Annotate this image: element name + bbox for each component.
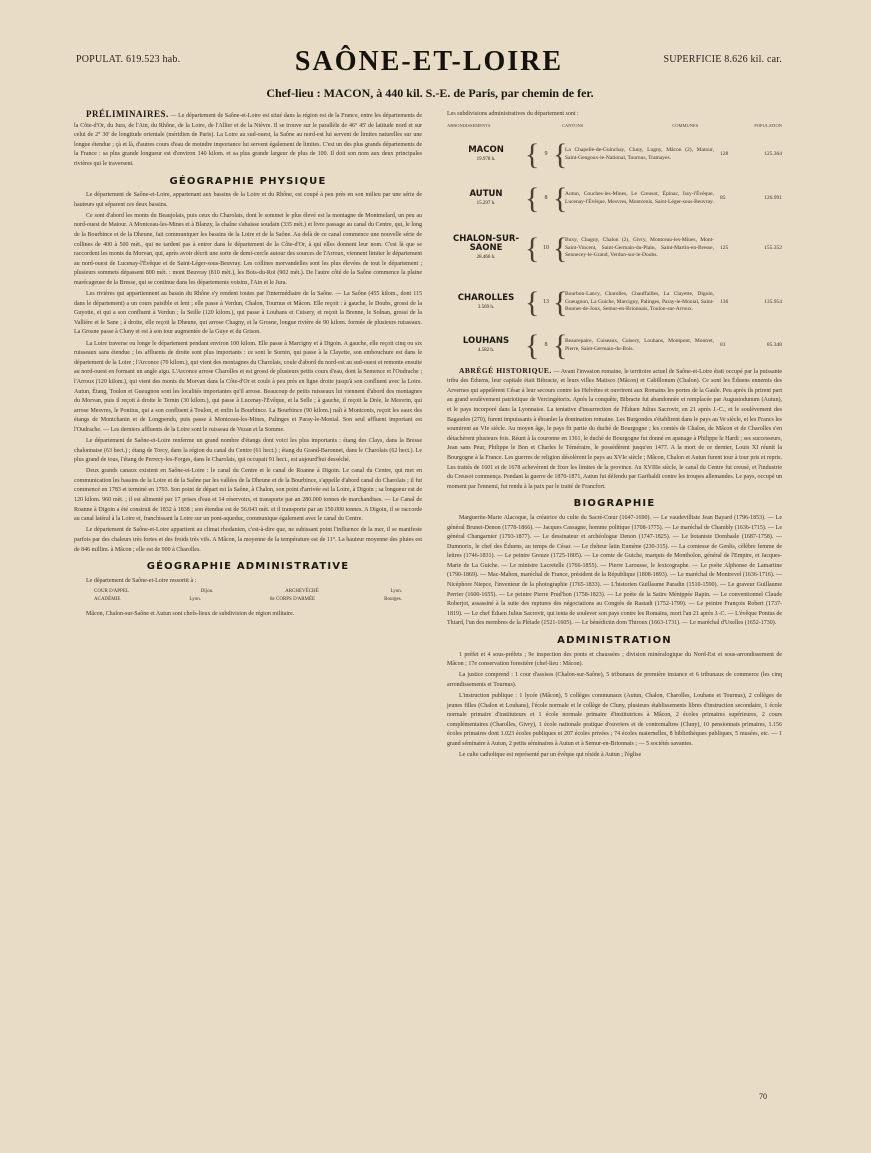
left-column [74,110,422,621]
admin-paragraph: L'instruction publique : 1 lycée (Mâcon), 5 collèges communaux (Autun, Chalon, Charolles, Louhans et Tournus), 2 collèges de jeunes filles (Chalon et Louhans), l'école normale et le collège de Cluny, plusieurs établissements libres d'instruction secondaire, 1 école normale primaire d'instituteurs et 1 école normale primaire d'institutrices à Mâcon, 2 écoles primaires supérieures, 2 cours complémentaires (Charolles, Givry), 1 école nationale pratique d'ouvriers et de contremaîtres (Cluny), 10 pensionnats primaires, 1.156 écoles primaires dont 1.023 écoles publiques et 207 écoles privées ; 74 écoles maternelles, 8 bibliothèques publiques, 5 musées, etc. — 1 grand séminaire à Autun, 2 petits séminaires à Autun et à Semur-en-Brionnais ; — 5 sociétés savantes. [447,693,782,747]
cantons-count: 8 [544,194,548,201]
preliminaires-label: PRÉLIMINAIRES. [86,109,169,119]
brace-icon: { [525,181,540,215]
brace-icon: { [553,231,568,265]
arrondissement-label: CHALON-SUR-SAONE [452,234,519,254]
arrondissement-name [447,235,525,262]
subdiv-numbers [714,150,782,160]
admin-ref-row [74,596,422,604]
communes-count: 81 [720,341,726,348]
cantons-list: Buxy, Chagny, Chalon (2), Givry, Montceau-les-Mines, Mont-Saint-Vincent, Saint-Germain-du-Plain, Saint-Martin-en-Bresse, Sennecey-le-Grand, Verdun-sur-le-Doubs. [565,237,714,259]
brace-icon: { [553,181,568,215]
subdiv-column-headers [447,122,782,129]
subdiv-col-header: POPULATION [754,122,782,128]
admin-paragraph: La justice comprend : 1 cour d'assises (Chalon-sur-Saône), 5 tribunaux de première instance et 6 tribunaux de commerce (les cinq arrondissements et Tournus). [447,672,782,688]
geo-admin-intro: Le département de Saône-et-Loire ressortit à : [86,577,197,584]
subdiv-row [447,329,782,363]
admin-paragraph: Le culte catholique est représenté par un évêque qui réside à Autun ; l'église [459,752,642,759]
abrege-text: — Avant l'invasion romaine, le territoire actuel de Saône-et-Loire était occupé par la puissante tribu des Éduens, leur capitale était Bibracte, et leurs villes Matisco (Mâcon) et Cabillonum (Chalon). Ce sont les Éduens ennemis des Arvernes qui appelèrent César à leur secours contre les Helvètes et ouvrirent aux Romains les portes de la Gaule. Peu après ils prirent part au grand soulèvement patriotique de Vercingétorix. Après la conquête, Bibracte fut abandonnée et remplacée par Augustodunum (Autun), et le pays incorporé dans la Lyonnaise. La tentative d'insurrection de l'Éduen Julius Sacrovir, en 21 après J.-C., et le soulèvement des Bagaudes (270), furent impuissants à ébranler la domination romaine. Les Burgondes s'établirent dans le pays au Ve siècle, et les Francs les soumirent au VIe siècle. Au moyen âge, le pays fit partie du duché de Bourgogne ; les comtés de Chalon, de Mâcon et de Charolles s'en détachèrent plusieurs fois. Réuni à la couronne en 1361, le duché de Bourgogne fut donné en apanage à Philippe le Hardi ; ses successeurs, Jean sans Peur, Philippe le Bon et Charles le Téméraire, le possédèrent jusqu'en 1477. A la mort de ce dernier, Louis XI réunit la Bourgogne à la France. Les guerres de religion désolèrent le pays au XVIe siècle ; Mâcon, Chalon et Autun furent tour à tour pris et repris. Les traités de 1601 et de 1678 achevèrent de fixer les limites de la province. Au XVIIIe siècle, le canal du Centre fut creusé, et l'industrie du Creusot commença. Pendant la guerre de 1870-1871, Autun fut défendu par Garibaldi contre les troupes allemandes. Le pays, occupé un moment par l'ennemi, fut rendu à la paix par le traité de Francfort. [447,368,782,490]
subdiv-row [447,177,782,221]
admin-paragraph: 1 préfet et 4 sous-préfets ; 9e inspection des ponts et chaussées ; division minéralogique du Nord-Est et sous-arrondissement de Mâcon ; 17e conservation forestière (chef-lieu : Mâcon). [447,651,782,668]
population-count: 135.954 [764,298,782,305]
population-label: POPULAT. 619.523 hab. [76,54,181,65]
admin-ref-right: 8e CORPS D'ARMÉE [270,596,316,602]
geo-phys-paragraph: Le département de Saône-et-Loire renferme un grand nombre d'étangs dont voici les plus importants : étang des Clays, dans la Bresse chalonnaise (63 hect.) ; étang de Torcy, dans la région du canal du Centre (61 hect.) ; étang du Grand-Baronnet, dans le Charolais (62 hect.). Le plus grand de tous, l'étang de Perrecy-les-Forges, dans le Charolais, qui occupait 91 hect., est aujourd'hui desséché. [74,438,422,464]
arrondissement-pop: 19.978 h. [476,156,496,162]
bio-heading: BIOGRAPHIE [573,498,656,510]
admin-ref-row [74,588,422,596]
bio-text: Marguerite-Marie Alacoque, la créatrice du culte du Sacré-Cœur (1647-1690). — Le vaudevilliste Jean Bayard (1796-1853). — Le général Brunet-Denon (1778-1866). — Jacques Cassagne, homme politique (1708-1775). — Le maréchal de Chambly (1636-1715). — Le général Changarnier (1793-1877). — Le dessinateur et archéologue Denon (1747-1825). — Le botaniste Dombasle (1687-1758). — Dumnorix, le chef des Éduens, au temps de César. — Le rhéteur latin Eumène (230-315). — La comtesse de Genlis, célèbre femme de lettres (1746-1831). — Le peintre Greuze (1725-1805). — Le comte de Guiche, marquis de Montholon, général de l'Empire, et Jacques-Marie de La Guiche. — Le ministre Lacretelle (1766-1855). — Pierre Larousse, le lexicographe. — Le poète Alphonse de Lamartine (1790-1869). — Mac-Mahon, maréchal de France, président de la République (1808-1893). — Le maréchal de Montrevel (1636-1716). — Nicéphore Niepce, l'inventeur de la photographie (1765-1833). — L'historien Guillaume Paradin (1510-1590). — Le graveur Guillaume Perrier (1600-1655). — Le peintre Pierre Prud'hon (1758-1823). — Le poète de la Satire Ménippée Rapin. — Le conventionnel Claude Roberjot, assassiné à la suite des ruptures des négociations au Congrès de Rastadt (1752-1799). — Le peintre François Robert (1737-1819). — Le chef Éduen Julius Sacrovir, qui tenta de soulever son pays contre les Romains, mort l'an 21 après J.-C. — L'évêque Pontus de Thiard, l'un des membres de la Pléiade (1521-1605). — Le bénédictin dom Thiroux (1663-1731). — Le maréchal d'Uxelles (1652-1730). [447,514,782,627]
arrondissement-pop: 4.582 h. [477,347,495,353]
cantons-count: 8 [544,341,548,348]
admin-ref-mid: Dijon. [200,588,214,594]
geo-phys-paragraph: Les rivières qui appartiennent au bassin du Rhône s'y rendent toutes par l'intermédiaire de la Saône. — La Saône (455 kilom., dont 115 dans le département) a un cours paisible et lent ; elle passe à Verdun, Chalon, Tournus et Mâcon. Elle reçoit : à gauche, le Doubs, grossi de la Guyotte, et qui a son confluent à Verdun ; la Seille (120 kilom.), qui passe à Louhans et Cuisery, et reçoit la Brenne, le Solnan, grossi de la Vallière et le Sane ; à droite, elle reçoit la Dheune, qui arrose Chagny, et la Grosne, longue rivière de 90 kilom. formée de plusieurs ruisseaux. La Grosne passe à Cluny et est à son tour augmentée de la Guye et du Grison. [74,291,422,336]
population-count: 85.348 [766,341,782,348]
cantons-list: La Chapelle-de-Guinchay, Cluny, Lugny, Mâcon (2), Matour, Saint-Gengoux-le-National, Tournus, Tramayes. [565,147,714,161]
arrondissement-label: CHAROLLES [457,292,515,303]
communes-count: 125 [720,244,729,251]
cantons-count: 10 [543,244,549,251]
subdiv-col-header: COMMUNES [672,122,699,128]
arrondissement-name [447,294,525,312]
communes-count: 128 [720,150,729,157]
subdiv-numbers [714,298,782,308]
subdiv-row [447,221,782,277]
header [76,46,782,88]
geo-phys-paragraph: Le département de Saône-et-Loire appartient au climat rhodanien, c'est-à-dire que, ne subissant point l'influence de la mer, il se manifeste parfois par des chaleurs très fortes et des froids très vifs. A Mâcon, la moyenne de la température est de 11°. La hauteur moyenne des pluies est de 846 millim. à Mâcon ; elle est de 900 à Charolles. [74,527,422,553]
brace-icon: { [525,285,540,319]
subdiv-row [447,133,782,177]
geo-phys-heading: GÉOGRAPHIE PHYSIQUE [169,175,327,187]
subdiv-numbers [714,341,782,351]
subdiv-row [447,277,782,329]
preliminaires-paragraph [74,110,422,170]
cantons-count: 9 [544,150,548,157]
population-count: 125.364 [764,150,782,157]
subdiv-col-header: ARRONDISSEMENTS [447,122,491,128]
geo-phys-paragraph: Deux grands canaux existent en Saône-et-Loire : le canal du Centre et le canal de Roanne à Digoin. Le canal du Centre, qui met en communication les bassins de la Loire et de la Saône par les vallées de la Dheune et de la Bourbince, s'appelle d'abord canal du Charolais ; il fut commencé en 1783 et terminé en 1793. Son point de départ est la Saône, à Chalon, son point d'arrivée est la Loire, à Digoin ; sa longueur est de 120 kilom. 960 mèt. ; il est alimenté par 17 prises d'eau et 14 réservoirs, et transporte par an 280.000 tonnes de marchandises. — Le Canal de Roanne à Digoin a été construit de 1832 à 1838 ; son étendue est de 56.043 mèt. et il transporte par an 150.000 tonnes. A Digoin, il se raccorde au canal latéral à la Loire et, franchissant la Loire sur un pont-aqueduc, communique également avec le canal du Centre. [74,468,422,523]
admin-heading: ADMINISTRATION [557,635,672,647]
geo-phys-paragraph: Le département de Saône-et-Loire, appartenant aux bassins de la Loire et du Rhône, est coupé à peu près en son milieu par une série de hauteurs qui séparent ces deux bassins. [74,192,422,208]
page-title: SAÔNE-ET-LOIRE [294,46,564,77]
arrondissement-label: AUTUN [469,188,503,199]
brace-icon: { [553,328,568,362]
preliminaires-text: — Le département de Saône-et-Loire est situé dans la région est de la France, entre les départements de la Côte-d'Or, du Jura, de l'Ain, du Rhône, de la Loire, de l'Allier et de la Nièvre. Il se trouve sur le parallèle de 46° 45' de latitude nord et sur celui de 2° 30' de longitude orientale (méridien de Paris). La Loire au sud-ouest, la Saône au nord-est lui servent de limites naturelles sur une longue étendue ; çà et là, d'autres cours d'eau de moindre importance lui servent également de limites. C'est un des plus grands départements de la France : sa plus grande longueur est d'environ 140 kilom. et sa plus grande largeur de plus de 100. Il doit son nom aux deux principales rivières qui le traversent. [74,113,423,167]
subdiv-numbers [714,244,782,254]
admin-ref-far: Bourges. [384,596,402,602]
subdiv-intro: Les subdivisions administratives du département sont : [447,111,579,117]
geo-admin-text: Mâcon, Chalon-sur-Saône et Autun sont chefs-lieux de subdivision de région militaire. [86,610,295,617]
arrondissement-name [447,337,525,355]
communes-count: 85 [720,194,726,201]
admin-ref-mid: Lyon. [189,596,201,602]
admin-ref-far: Lyon. [390,588,402,594]
brace-icon: { [553,137,568,171]
page-number: 70 [759,1092,767,1101]
cantons-list: Autun, Couches-les-Mines, Le Creusot, Épinac, Issy-l'Évêque, Lucenay-l'Évêque, Mesvres, Montcenis, Saint-Léger-sous-Beuvray. [565,191,714,205]
arrondissement-pop: 28.466 h. [476,255,496,261]
geo-phys-paragraph: Ce sont d'abord les monts du Beaujolais, puis ceux du Charolais, dont le sommet le plus élevé est la montagne de Montmelard, un peu au nord-ouest de Matour. A Montceau-les-Mines et à Blanzy, la chaîne s'abaisse soudain (335 mèt.) et livre passage au canal du Centre, qui, le long de la Bourbince et de la Dheune, fait communiquer les bassins de la Loire et de la Saône. Au delà de ce canal commence une nouvelle série de collines de 400 à 500 mèt., qui ne tardent pas à entrer dans le département de la Côte-d'Or, à qui elles donnent leur nom. C'est là que se raccordent les monts du Morvan, qui, après avoir décrit une sorte de demi-cercle autour des sources de l'Arroux, viennent limiter le département au nord-ouest de Lucenay-l'Évêque et de Saint-Léger-sous-Beuvray. Les collines morvandelles sont les plus élevées de tout le département ; plusieurs sommets dépassent 800 mèt. : mont Beuvray (810 mèt.), les Bois-du-Roi (902 mèt.). De l'autre côté de la Saône commence la plaine marécageuse de la Bresse, qui se continue dans les départements voisins, l'Ain et le Jura. [74,212,422,286]
subdiv-numbers [714,194,782,204]
arrondissement-pop: 3.569 h. [477,304,495,310]
arrondissement-name [447,146,525,164]
cantons-list: Bourbon-Lancy, Charolles, Chauffailles, La Clayette, Digoin, Gueugnon, La Guiche, Marcigny, Palinges, Paray-le-Monial, Saint-Bonnet-de-Joux, Semur-en-Brionnais, Toulon-sur-Arroux. [565,291,714,313]
admin-ref-right: ARCHEVÊCHÉ [285,588,319,594]
arrondissement-label: LOUHANS [462,335,510,346]
population-count: 155.352 [764,244,782,251]
brace-icon: { [525,137,540,171]
arrondissement-label: MACON [468,144,504,155]
brace-icon: { [553,285,568,319]
geo-phys-paragraph: La Loire traverse ou longe le département pendant environ 100 kilom. Elle passe à Marcigny et à Digoin. A gauche, elle reçoit cinq ou six ruisseaux sans étendue ; les affluents de droite sont plus importants : ce sont le Sornin, qui passe à la Clayette, son embouchure est dans le département de la Loire ; l'Arconce (70 kilom.), qui vient des montagnes du Charolais, coule d'abord du nord-est au sud-ouest et remonte ensuite au nord-ouest en formant un angle aigu. L'Arconce arrose Charolles et est grossi de plusieurs petits cours d'eau, dont la Semence et l'Oudrache ; l'Arroux (120 kilom.), qui vient des monts du Morvan dans la Côte-d'Or et coule à peu près en ligne droite jusqu'à son confluent avec la Loire. Autun, Étang, Toulon et Gueugnon sont les localités importantes qu'il arrose. Beaucoup de petits ruisseaux lui viennent d'abord des montagnes du Morvan, puis il reçoit à droite le Ternin (30 kilom.), qui passe à Lucenay-l'Évêque, et la Selle ; à gauche, il reçoit la Drée, le Mesvrin, qui arrose Mesvres, le Pontius, qui a son confluent à Toulon, et enfin la Bourbince. La Bourbince (90 kilom.) naît à Montcenis, reçoit les eaux des étangs de Montchanin et de Longpendu, puis passe à Montceau-les-Mines, Palinges et Paray-le-Monial. Son seul affluent important est l'Oudrache. — Les derniers affluents de la Loire sont le ruisseau de Vezan et la Somme. [74,340,422,433]
subdiv-col-header: CANTONS [562,122,584,128]
brace-icon: { [525,231,540,265]
right-column [447,110,782,762]
arrondissement-pop: 15.297 h. [476,200,496,206]
admin-ref-left: COUR D'APPEL [94,588,129,594]
abrege-paragraph [447,366,782,493]
superficie-label: SUPERFICIE 8.626 kil. car. [663,54,782,65]
communes-count: 136 [720,298,729,305]
admin-ref-left: ACADÉMIE [94,596,121,602]
page-subtitle: Chef-lieu : MACON, à 440 kil. S.-E. de Paris, par chemin de fer. [266,86,594,100]
population-count: 126.991 [764,194,782,201]
cantons-count: 13 [543,298,549,305]
brace-icon: { [525,328,540,362]
geo-admin-heading: GÉOGRAPHIE ADMINISTRATIVE [146,561,350,573]
cantons-list: Beaurepaire, Cuiseaux, Cuisery, Louhans, Montpont, Montret, Pierre, Saint-Germain-du-Bois. [565,338,714,352]
abrege-label: ABRÉGÉ HISTORIQUE. [459,365,552,375]
arrondissement-name [447,190,525,208]
